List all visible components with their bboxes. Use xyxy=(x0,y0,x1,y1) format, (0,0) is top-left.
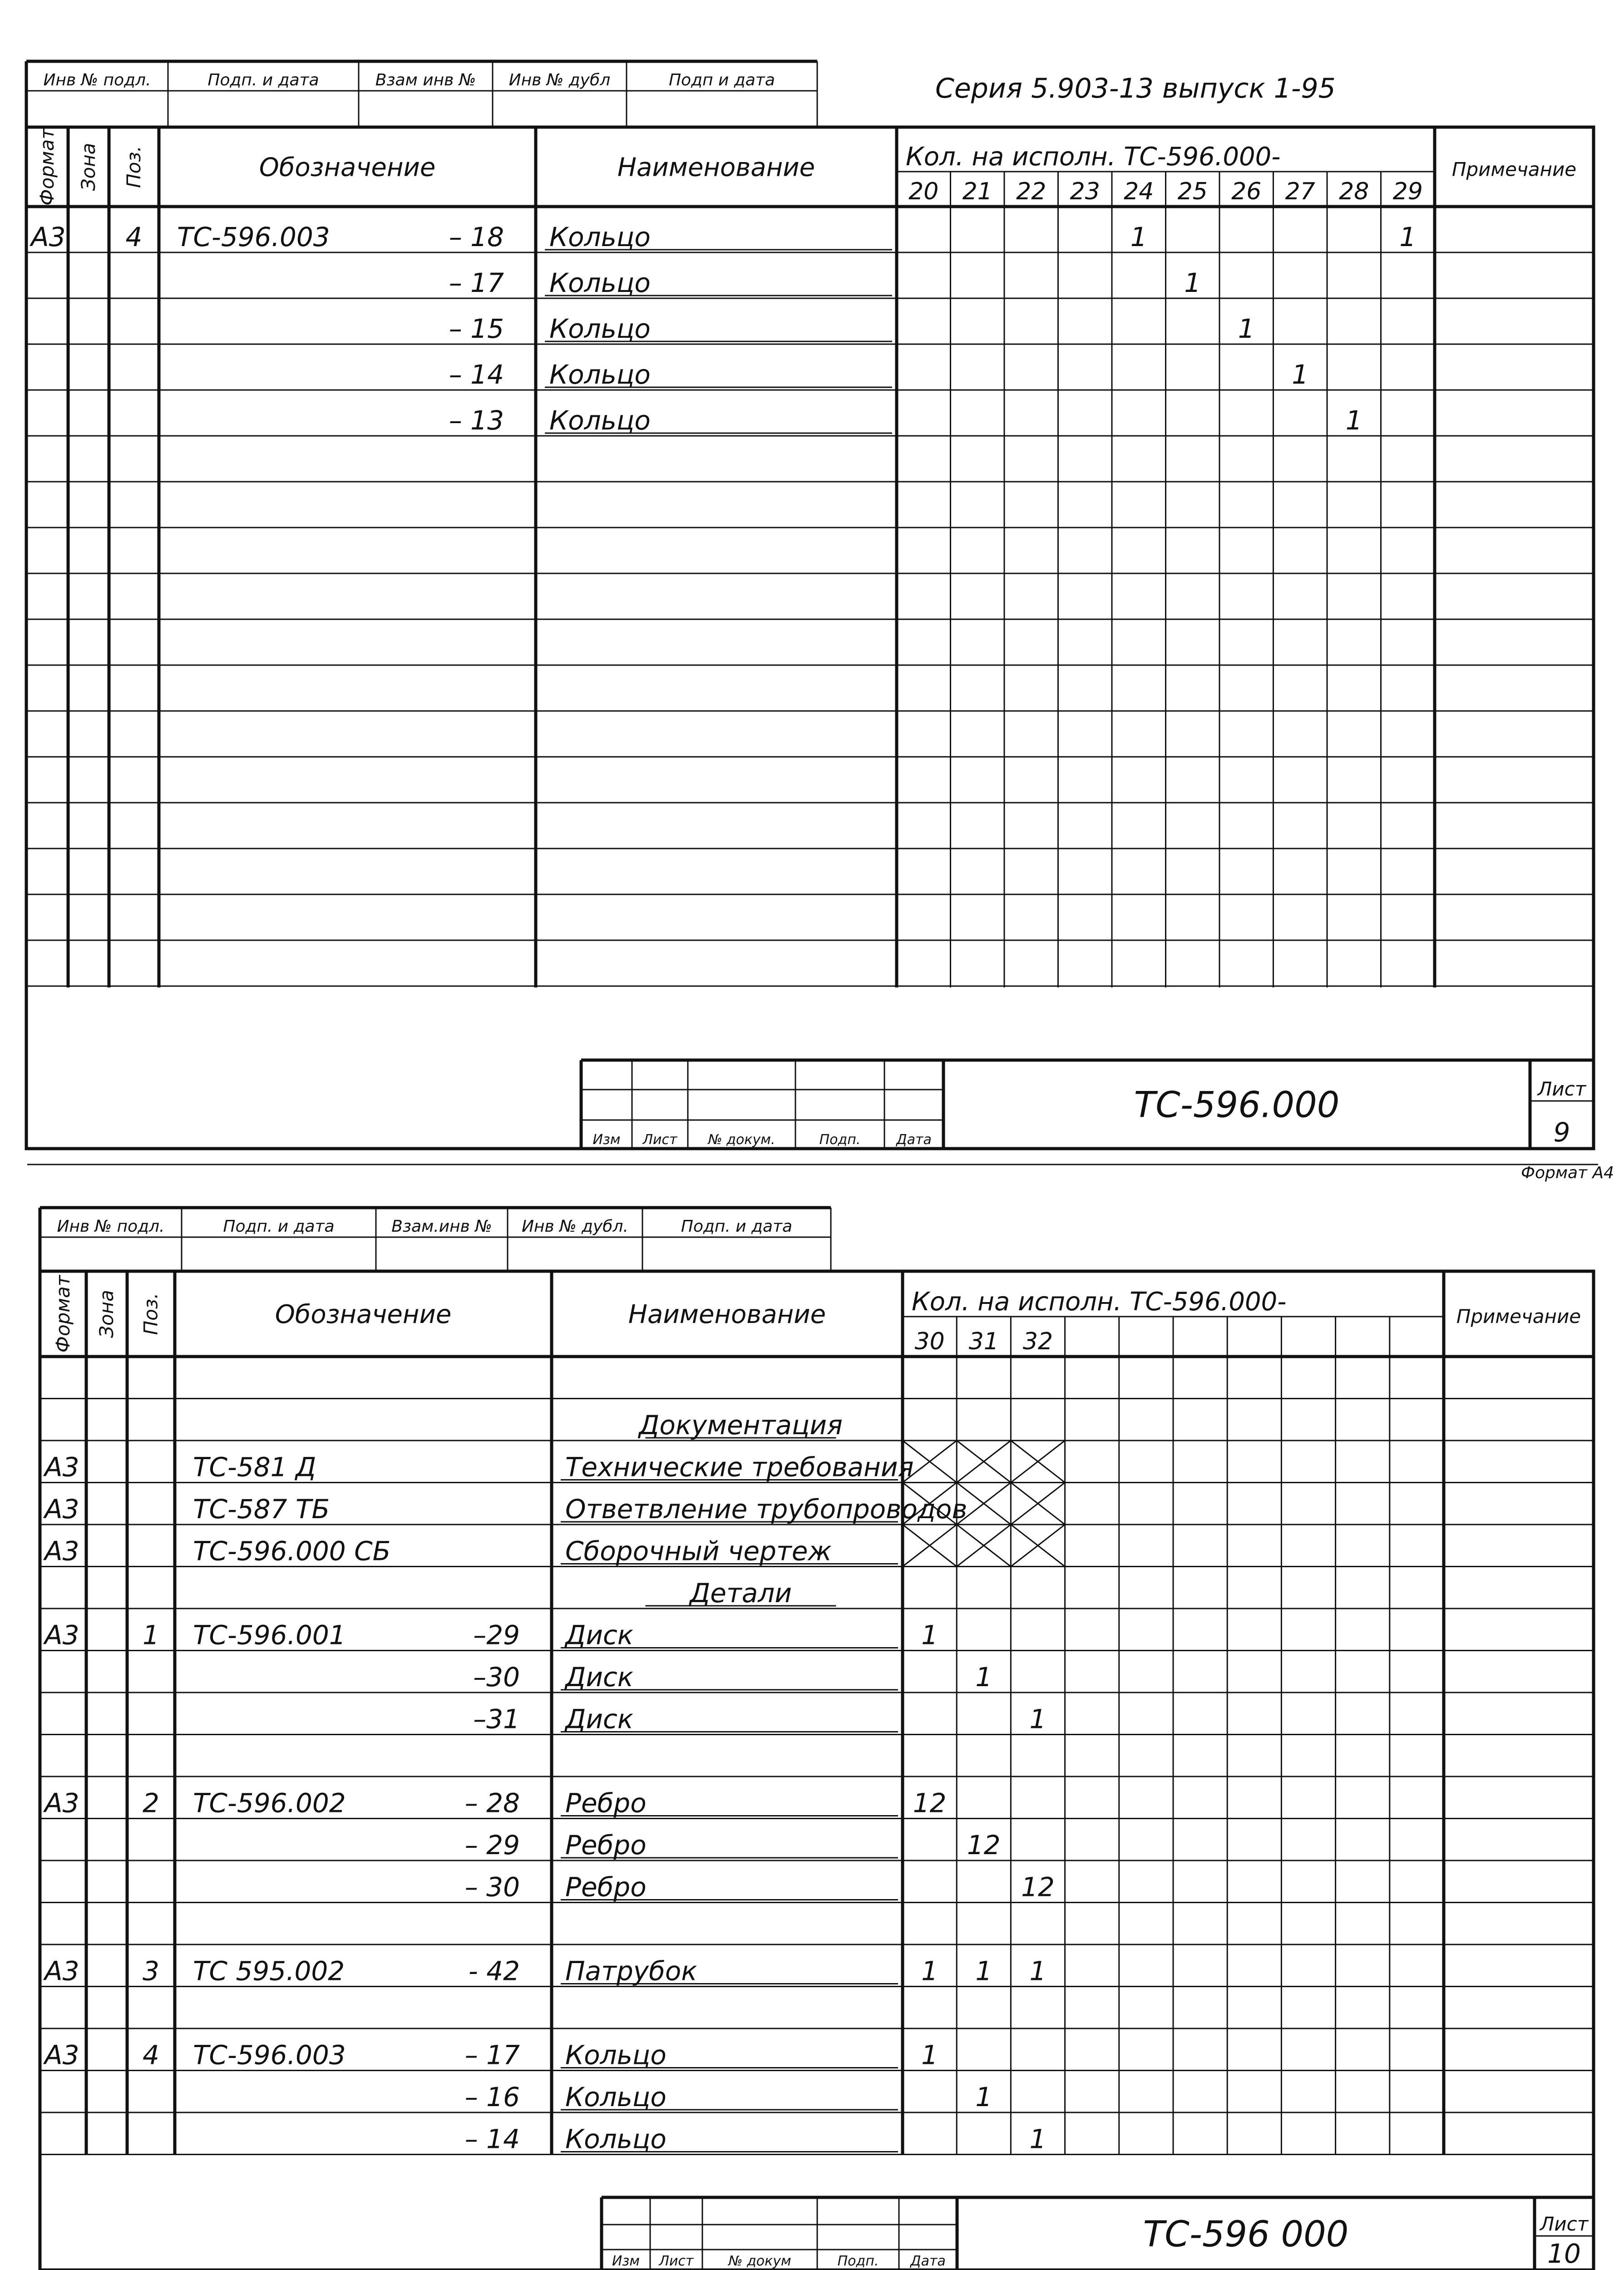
designation-suffix: – 18 xyxy=(449,222,504,252)
name-cell: Кольцо xyxy=(565,2039,666,2071)
pos-cell: 2 xyxy=(143,1787,159,1819)
designation-suffix: – 17 xyxy=(464,2039,520,2071)
qty-cell: 12 xyxy=(913,1787,947,1819)
title-block-label: № докум. xyxy=(708,1132,775,1148)
format-cell: А3 xyxy=(44,1787,79,1819)
variant-number: 27 xyxy=(1285,178,1315,205)
title-block-label: № докум xyxy=(728,2253,791,2269)
format-cell: А3 xyxy=(31,222,66,252)
sheet-2 xyxy=(40,1208,1594,2270)
designation-suffix: – 28 xyxy=(464,1787,520,1819)
qty-cell: 1 xyxy=(921,1955,938,1987)
qty-cell: 1 xyxy=(1130,222,1147,252)
variant-number: 24 xyxy=(1124,178,1154,205)
name-cell: Сборочный чертеж xyxy=(565,1535,832,1567)
designation-suffix: - 42 xyxy=(468,1955,520,1987)
designation-cell: ТС-596.000 СБ xyxy=(193,1535,391,1567)
title-block-label: Лист xyxy=(642,1132,677,1148)
variant-number: 25 xyxy=(1177,178,1208,205)
sheet-label: Лист xyxy=(1540,2213,1589,2235)
name-cell: Кольцо xyxy=(549,359,651,390)
format-label: Формат А4 xyxy=(1520,1164,1614,1182)
section-title: Детали xyxy=(689,1578,792,1609)
qty-cell: 1 xyxy=(1184,267,1201,298)
qty-cell: 1 xyxy=(921,2039,938,2071)
designation-suffix: – 13 xyxy=(449,405,504,436)
header-note: Примечание xyxy=(1451,158,1577,181)
qty-cell: 1 xyxy=(1029,1955,1046,1987)
pos-cell: 4 xyxy=(125,222,143,252)
name-cell: Кольцо xyxy=(549,267,651,298)
name-cell: Кольцо xyxy=(549,405,651,436)
sheet-1 xyxy=(26,61,1594,1149)
sheet-number: 9 xyxy=(1553,1117,1570,1148)
header-qty: Кол. на исполн. ТС-596.000- xyxy=(906,142,1281,172)
qty-cell: 1 xyxy=(975,1955,992,1987)
stamp-label: Инв № подл. xyxy=(57,1217,165,1236)
qty-cell: 1 xyxy=(1029,1703,1046,1735)
designation-suffix: –29 xyxy=(473,1619,520,1651)
pos-cell: 4 xyxy=(143,2039,159,2071)
variant-number: 31 xyxy=(968,1328,999,1355)
stamp-label: Взам.инв № xyxy=(391,1217,492,1236)
designation-cell: ТС-596.001 xyxy=(193,1619,346,1651)
pos-cell: 3 xyxy=(143,1955,159,1987)
variant-number: 23 xyxy=(1070,178,1100,205)
format-cell: А3 xyxy=(44,1955,79,1987)
variant-number: 21 xyxy=(962,178,992,205)
title-block-label: Лист xyxy=(659,2253,694,2269)
header-name: Наименование xyxy=(617,153,815,183)
sheet-number: 10 xyxy=(1547,2238,1581,2269)
stamp-label: Подп. и дата xyxy=(681,1217,793,1236)
stamp-label: Подп. и дата xyxy=(207,71,319,89)
name-cell: Диск xyxy=(565,1703,633,1735)
name-cell: Технические требования xyxy=(565,1451,914,1483)
designation-suffix: –30 xyxy=(473,1662,520,1693)
qty-cell: 1 xyxy=(1399,222,1417,252)
header-pos: Поз. xyxy=(139,1293,162,1335)
header-qty: Кол. на исполн. ТС-596.000- xyxy=(912,1287,1287,1317)
name-cell: Кольцо xyxy=(549,313,651,344)
name-cell: Ответвление трубопроводов xyxy=(565,1494,967,1525)
title-block-label: Подп. xyxy=(819,1132,861,1148)
header-note: Примечание xyxy=(1456,1305,1581,1327)
stamp-label: Инв № дубл xyxy=(508,71,611,89)
header-format: Формат xyxy=(36,128,58,206)
designation-cell: ТС-596.002 xyxy=(193,1787,346,1819)
qty-cell: 12 xyxy=(1021,1871,1055,1903)
variant-number: 26 xyxy=(1231,178,1262,205)
format-cell: А3 xyxy=(44,1619,79,1651)
qty-cell: 1 xyxy=(1345,405,1362,436)
variant-number: 30 xyxy=(914,1328,945,1355)
title-block-label: Подп. xyxy=(837,2253,879,2269)
format-cell: А3 xyxy=(44,1494,79,1525)
designation-suffix: – 30 xyxy=(464,1871,520,1903)
designation-suffix: – 14 xyxy=(449,359,504,390)
variant-number: 20 xyxy=(908,178,939,205)
name-cell: Кольцо xyxy=(565,2082,666,2112)
variant-number: 32 xyxy=(1022,1328,1053,1355)
stamp-label: Взам инв № xyxy=(375,71,476,89)
stamp-label: Подп и дата xyxy=(669,71,775,89)
section-title: Документация xyxy=(639,1410,843,1441)
title-block-label: Дата xyxy=(910,2253,946,2269)
document-number: ТС-596 000 xyxy=(1143,2214,1349,2255)
name-cell: Диск xyxy=(565,1619,633,1651)
header-designation: Обозначение xyxy=(259,153,436,183)
qty-cell: 1 xyxy=(975,2082,992,2112)
header-name: Наименование xyxy=(628,1300,826,1329)
stamp-label: Подп. и дата xyxy=(223,1217,335,1236)
format-cell: А3 xyxy=(44,2039,79,2071)
header-zone: Зона xyxy=(95,1290,118,1338)
header-zone: Зона xyxy=(77,143,99,191)
designation-suffix: – 17 xyxy=(449,267,504,298)
qty-cell: 1 xyxy=(975,1662,992,1693)
pos-cell: 1 xyxy=(143,1619,159,1651)
name-cell: Кольцо xyxy=(565,2123,666,2155)
document-number: ТС-596.000 xyxy=(1134,1085,1340,1126)
variant-number: 22 xyxy=(1016,178,1046,205)
designation-cell: ТС-587 ТБ xyxy=(193,1494,330,1525)
qty-cell: 12 xyxy=(967,1830,1001,1860)
name-cell: Патрубок xyxy=(565,1955,697,1987)
stamp-label: Инв № дубл. xyxy=(522,1217,628,1236)
sheet-label: Лист xyxy=(1537,1078,1586,1100)
designation-cell: ТС-581 Д xyxy=(193,1451,316,1483)
name-cell: Ребро xyxy=(565,1830,647,1860)
qty-cell: 1 xyxy=(921,1619,938,1651)
name-cell: Кольцо xyxy=(549,222,651,252)
designation-suffix: –31 xyxy=(473,1703,520,1735)
variant-number: 28 xyxy=(1339,178,1369,205)
title-block-label: Изм xyxy=(612,2253,640,2269)
name-cell: Диск xyxy=(565,1662,633,1693)
header-designation: Обозначение xyxy=(275,1300,452,1329)
designation-cell: ТС-596.003 xyxy=(177,222,330,252)
format-cell: А3 xyxy=(44,1535,79,1567)
title-block-label: Дата xyxy=(896,1132,932,1148)
header-format: Формат xyxy=(52,1275,74,1353)
variant-number: 29 xyxy=(1392,178,1423,205)
stamp-label: Инв № подл. xyxy=(43,71,151,89)
designation-suffix: – 29 xyxy=(464,1830,520,1860)
name-cell: Ребро xyxy=(565,1871,647,1903)
header-pos: Поз. xyxy=(123,146,145,188)
designation-suffix: – 14 xyxy=(464,2123,520,2155)
format-cell: А3 xyxy=(44,1451,79,1483)
designation-cell: ТС 595.002 xyxy=(193,1955,345,1987)
sheet-frame xyxy=(26,127,1594,1149)
designation-cell: ТС-596.003 xyxy=(193,2039,346,2071)
name-cell: Ребро xyxy=(565,1787,647,1819)
designation-suffix: – 15 xyxy=(449,313,504,344)
series-text: Серия 5.903-13 выпуск 1-95 xyxy=(935,73,1336,104)
qty-cell: 1 xyxy=(1238,313,1255,344)
title-block-label: Изм xyxy=(592,1132,621,1148)
qty-cell: 1 xyxy=(1292,359,1309,390)
qty-cell: 1 xyxy=(1029,2123,1046,2155)
designation-suffix: – 16 xyxy=(464,2082,520,2112)
